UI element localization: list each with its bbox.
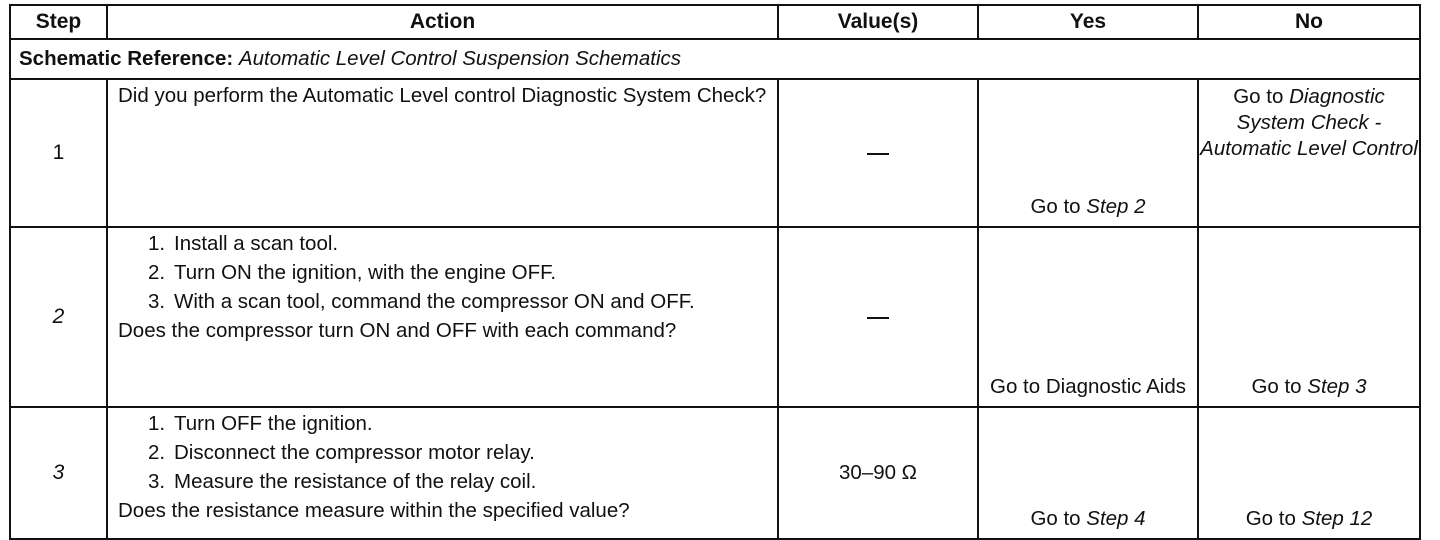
no-link[interactable]: Step 3 — [1307, 375, 1367, 398]
value-cell — [778, 79, 978, 227]
action-step: Turn OFF the ignition. — [174, 412, 373, 435]
yes-cell — [978, 227, 1198, 407]
no-cell — [1198, 79, 1420, 227]
action-step: Turn ON the ignition, with the engine OFF. — [174, 261, 557, 284]
value-cell — [778, 227, 978, 407]
dash-mark — [867, 153, 889, 155]
yes-cell — [978, 79, 1198, 227]
yes-link[interactable]: Step 2 — [1086, 195, 1146, 218]
schematic-reference — [10, 39, 1420, 79]
header-step: Step — [10, 5, 107, 39]
schematic-label: Schematic Reference: — [19, 47, 234, 70]
action-question: Does the compressor turn ON and OFF with each command? — [118, 319, 677, 342]
schematic-link[interactable]: Automatic Level Control Suspension Schematics — [238, 47, 682, 70]
yes-prefix: Go to — [1030, 195, 1087, 218]
header-no: No — [1198, 5, 1420, 39]
step-number: 3 — [10, 407, 107, 539]
no-cell — [1198, 227, 1420, 407]
diagnostic-table — [9, 4, 1421, 540]
action-step: Install a scan tool. — [174, 232, 339, 255]
no-link[interactable]: Diagnostic System Check - Automatic Level Control — [1200, 85, 1418, 160]
header-row — [10, 5, 1420, 39]
no-prefix: Go to — [1251, 375, 1308, 398]
table-row — [10, 407, 1420, 539]
yes-prefix: Go to — [1030, 507, 1087, 530]
no-prefix: Go to — [1233, 85, 1290, 108]
step-number: 2 — [10, 227, 107, 407]
header-action: Action — [107, 5, 778, 39]
table-row — [10, 79, 1420, 227]
value-cell: 30–90 Ω — [778, 407, 978, 539]
yes-link[interactable]: Go to Diagnostic Aids — [990, 375, 1186, 398]
action-step: Disconnect the compressor motor relay. — [174, 441, 535, 464]
action-steps — [118, 231, 769, 315]
action-step: Measure the resistance of the relay coil. — [174, 470, 537, 493]
dash-mark — [867, 317, 889, 319]
action-cell — [107, 227, 778, 407]
action-cell — [107, 407, 778, 539]
no-link[interactable]: Step 12 — [1301, 507, 1373, 530]
no-cell — [1198, 407, 1420, 539]
action-question: Did you perform the Automatic Level control Diagnostic System Check? — [118, 84, 767, 107]
no-prefix: Go to — [1245, 507, 1302, 530]
schematic-reference-row — [10, 39, 1420, 79]
header-yes: Yes — [978, 5, 1198, 39]
header-values: Value(s) — [778, 5, 978, 39]
table-row — [10, 227, 1420, 407]
action-step: With a scan tool, command the compressor ON and OFF. — [174, 290, 695, 313]
action-question: Does the resistance measure within the specified value? — [118, 499, 630, 522]
yes-link[interactable]: Step 4 — [1086, 507, 1146, 530]
yes-cell — [978, 407, 1198, 539]
action-steps — [118, 411, 769, 495]
action-cell — [107, 79, 778, 227]
step-number: 1 — [10, 79, 107, 227]
